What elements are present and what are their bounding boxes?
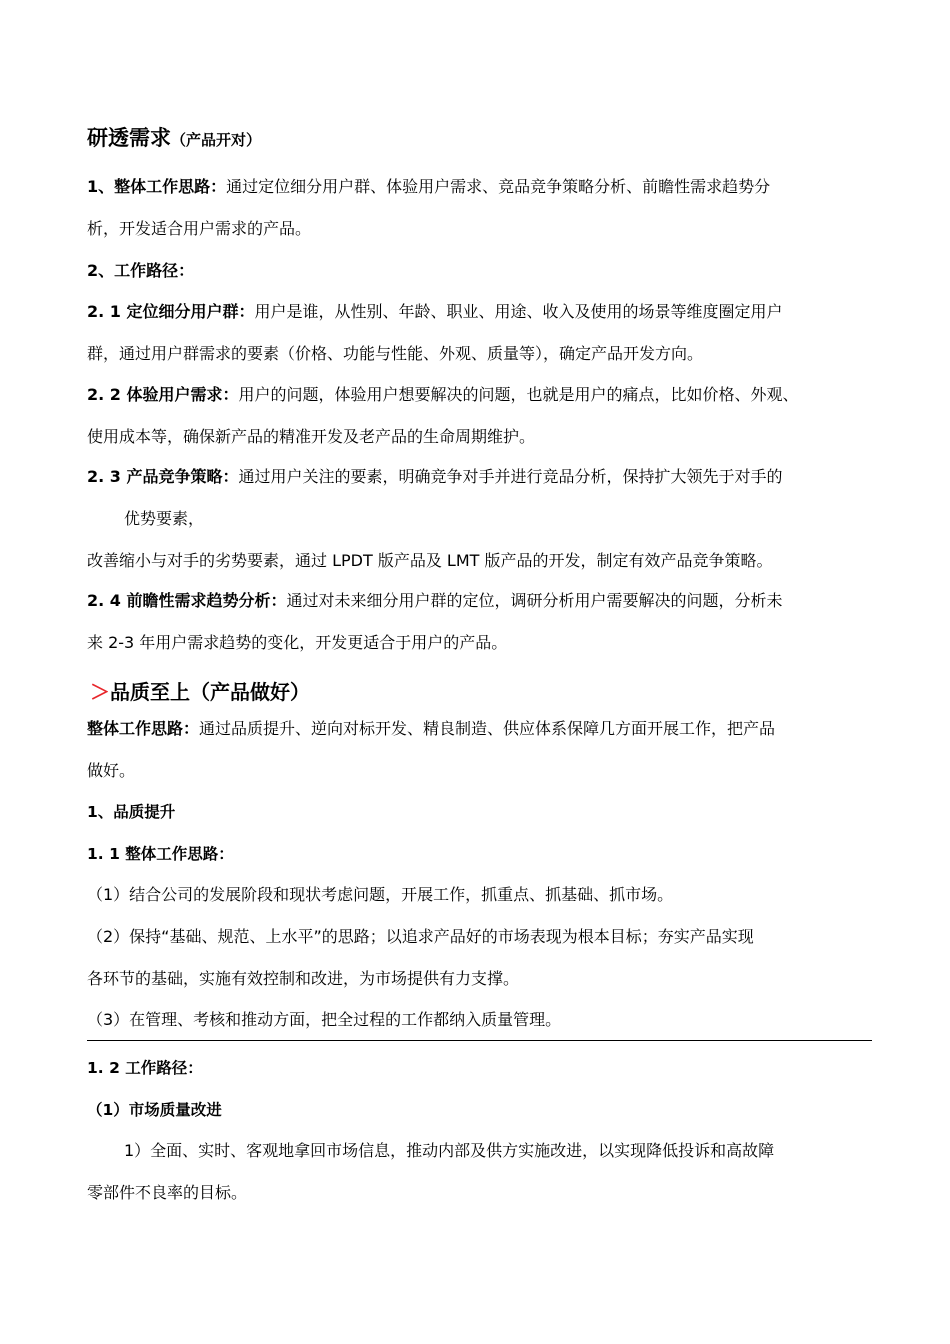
paragraph-text: 优势要素， bbox=[124, 509, 205, 528]
paragraph-2-4 bbox=[87, 580, 872, 664]
list-item-3 bbox=[87, 999, 872, 1041]
paragraph-text: 改善缩小与对手的劣势要素，通过 LPDT 版产品及 LMT 版产品的开发，制定有效产品竞争策略。 bbox=[87, 551, 773, 570]
heading-1-2 bbox=[87, 1047, 872, 1089]
paragraph-2-1 bbox=[87, 291, 872, 375]
paragraph-label: 2. 4 前瞻性需求趋势分析： bbox=[87, 591, 287, 610]
list-item-1 bbox=[87, 874, 872, 916]
paragraph-quality-intro bbox=[87, 708, 872, 792]
paragraph-label: 2. 1 定位细分用户群： bbox=[87, 302, 255, 321]
horizontal-divider bbox=[87, 1040, 872, 1041]
list-item-2 bbox=[87, 916, 872, 1000]
section-title-text: 研透需求 bbox=[87, 126, 171, 150]
paragraph-overall-approach bbox=[87, 166, 872, 250]
paragraph-text: 通过对未来细分用户群的定位，调研分析用户需要解决的问题，分析未 bbox=[286, 591, 783, 610]
list-item-market-1 bbox=[87, 1130, 872, 1214]
paragraph-text: 用户的问题，体验用户想要解决的问题，也就是用户的痛点，比如价格、外观、 bbox=[238, 385, 799, 404]
paragraph-text: 使用成本等，确保新产品的精准开发及老产品的生命周期维护。 bbox=[87, 427, 536, 446]
heading-label: （1）市场质量改进 bbox=[87, 1101, 222, 1119]
section-title-text: 品质至上（产品做好） bbox=[110, 680, 310, 704]
chevron-right-icon: ＞ bbox=[90, 680, 110, 704]
section-title-demand bbox=[87, 122, 872, 152]
paragraph-2-3 bbox=[87, 456, 872, 582]
list-item-text: （3）在管理、考核和推动方面，把全过程的工作都纳入质量管理。 bbox=[87, 1010, 562, 1029]
heading-label: 2、工作路径： bbox=[87, 261, 195, 280]
list-item-text: （2）保持“基础、规范、上水平”的思路；以追求产品好的市场表现为根本目标；夯实产品实现 bbox=[87, 927, 754, 946]
paragraph-label: 1、整体工作思路： bbox=[87, 177, 227, 196]
paragraph-text: 通过定位细分用户群、体验用户需求、竞品竞争策略分析、前瞻性需求趋势分 bbox=[226, 177, 771, 196]
section-title-note: （产品开对） bbox=[171, 131, 262, 149]
paragraph-text: 通过品质提升、逆向对标开发、精良制造、供应体系保障几方面开展工作，把产品 bbox=[199, 719, 776, 738]
heading-work-path bbox=[87, 250, 872, 292]
paragraph-label: 2. 2 体验用户需求： bbox=[87, 385, 239, 404]
heading-label: 1、品质提升 bbox=[87, 803, 176, 821]
list-item-text: （1）结合公司的发展阶段和现状考虑问题，开展工作，抓重点、抓基础、抓市场。 bbox=[87, 885, 674, 904]
heading-quality-improvement bbox=[87, 791, 872, 833]
heading-label: 1. 2 工作路径： bbox=[87, 1059, 203, 1077]
paragraph-text: 来 2-3 年用户需求趋势的变化，开发更适合于用户的产品。 bbox=[87, 633, 508, 652]
heading-label: 1. 1 整体工作思路： bbox=[87, 845, 234, 863]
list-item-text: 各环节的基础，实施有效控制和改进，为市场提供有力支撑。 bbox=[87, 969, 520, 988]
paragraph-label: 2. 3 产品竞争策略： bbox=[87, 467, 239, 486]
list-item-text: 零部件不良率的目标。 bbox=[87, 1183, 248, 1202]
paragraph-text: 通过用户关注的要素，明确竞争对手并进行竞品分析，保持扩大领先于对手的 bbox=[238, 467, 783, 486]
heading-market-quality bbox=[87, 1089, 872, 1131]
paragraph-text: 用户是谁，从性别、年龄、职业、用途、收入及使用的场景等维度圈定用户 bbox=[254, 302, 783, 321]
paragraph-text: 析，开发适合用户需求的产品。 bbox=[87, 219, 312, 238]
section-title-quality bbox=[90, 676, 875, 705]
paragraph-2-2 bbox=[87, 374, 872, 458]
list-item-text: 1）全面、实时、客观地拿回市场信息，推动内部及供方实施改进，以实现降低投诉和高故障 bbox=[124, 1141, 775, 1160]
paragraph-text: 群，通过用户群需求的要素（价格、功能与性能、外观、质量等），确定产品开发方向。 bbox=[87, 344, 704, 363]
heading-1-1 bbox=[87, 833, 872, 875]
paragraph-text: 做好。 bbox=[87, 761, 136, 780]
paragraph-label: 整体工作思路： bbox=[87, 719, 200, 738]
